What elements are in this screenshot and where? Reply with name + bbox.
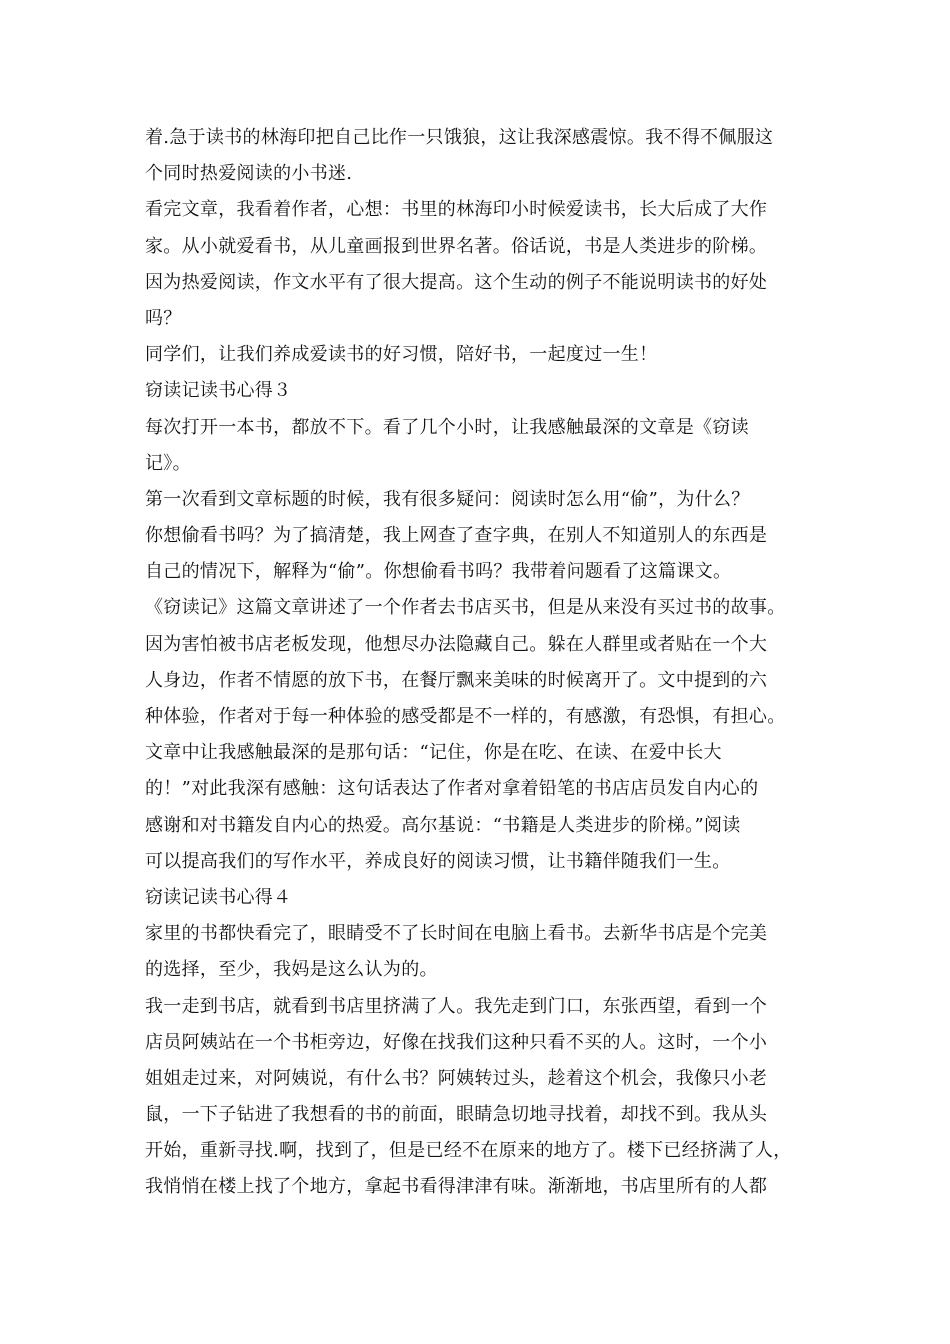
text-line: 每次打开一本书，都放不下。看了几个小时，让我感触最深的文章是《窃读 (145, 416, 749, 438)
text-line: 《窃读记》这篇文章讲述了一个作者去书店买书，但是从来没有买过书的故事。 (145, 597, 786, 619)
text-line: 因为害怕被书店老板发现，他想尽办法隐藏自己。躲在人群里或者贴在一个大 (145, 633, 768, 655)
section-heading: 窃读记读书心得３ (145, 380, 292, 402)
text-line: 我一走到书店，就看到书店里挤满了人。我先走到门口，东张西望，看到一个 (145, 995, 768, 1017)
text-line: 感谢和对书籍发自内心的热爱。高尔基说：“书籍是人类进步的阶梯。”阅读 (145, 814, 741, 836)
text-line: 可以提高我们的写作水平，养成良好的阅读习惯，让书籍伴随我们一生。 (145, 850, 731, 872)
text-line: 吗？ (145, 307, 182, 329)
text-line: 家里的书都快看完了，眼睛受不了长时间在电脑上看书。去新华书店是个完美 (145, 923, 768, 945)
text-line: 家。从小就爱看书，从儿童画报到世界名著。俗话说，书是人类进步的阶梯。 (145, 235, 768, 257)
text-line: 第一次看到文章标题的时候，我有很多疑问：阅读时怎么用“偷”，为什么？ (145, 488, 750, 510)
section-heading: 窃读记读书心得４ (145, 886, 292, 908)
text-line: 个同时热爱阅读的小书迷. (145, 163, 353, 185)
text-line: 开始，重新寻找.啊，找到了，但是已经不在原来的地方了。楼下已经挤满了人， (145, 1140, 792, 1162)
text-line: 着.急于读书的林海印把自己比作一只饿狼，这让我深感震惊。我不得不佩服这 (145, 127, 774, 148)
text-line: 的！”对此我深有感触：这句话表达了作者对拿着铅笔的书店店员发自内心的 (145, 778, 759, 800)
text-line: 记》。 (145, 452, 191, 474)
text-line: 种体验，作者对于每一种体验的感受都是不一样的，有感激，有恐惧，有担心。 (145, 706, 786, 727)
text-line: 店员阿姨站在一个书柜旁边，好像在找我们这种只看不买的人。这时，一个小 (145, 1031, 768, 1053)
text-line: 因为热爱阅读，作文水平有了很大提高。这个生动的例子不能说明读书的好处 (145, 271, 768, 293)
text-line: 你想偷看书吗？为了搞清楚，我上网查了查字典，在别人不知道别人的东西是 (145, 525, 768, 547)
text-line: 同学们，让我们养成爱读书的好习惯，陪好书，一起度过一生！ (145, 344, 658, 366)
text-line: 鼠，一下子钻进了我想看的书的前面，眼睛急切地寻找着，却找不到。我从头 (145, 1104, 768, 1126)
text-line: 看完文章，我看着作者，心想：书里的林海印小时候爱读书，长大后成了大作 (145, 199, 768, 221)
body-text (145, 120, 835, 1206)
text-line: 自己的情况下，解释为“偷”。你想偷看书吗？我带着问题看了这篇课文。 (145, 561, 732, 583)
text-line: 姐姐走过来，对阿姨说，有什么书？阿姨转过头，趁着这个机会，我像只小老 (145, 1067, 768, 1089)
text-line: 的选择，至少，我妈是这么认为的。 (145, 959, 438, 981)
text-line: 文章中让我感触最深的是那句话：“记住，你是在吃、在读、在爱中长大 (145, 742, 722, 764)
text-line: 我悄悄在楼上找了个地方，拿起书看得津津有味。渐渐地，书店里所有的人都 (145, 1176, 768, 1198)
text-line: 人身边，作者不情愿的放下书，在餐厅飘来美味的时候离开了。文中提到的六 (145, 669, 768, 691)
